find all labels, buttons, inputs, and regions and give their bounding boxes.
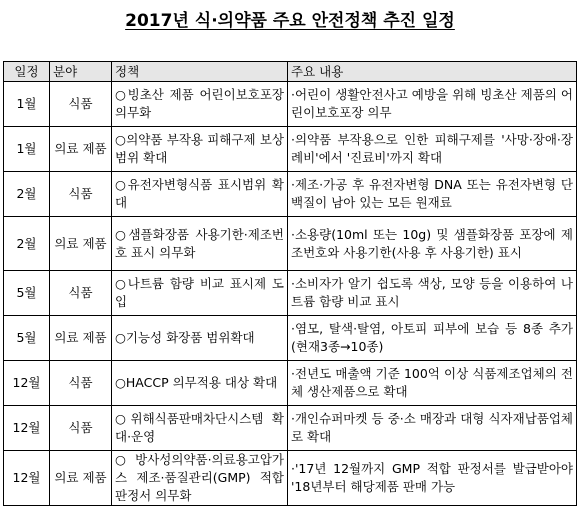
- cell-field: 의료 제품: [50, 217, 112, 271]
- cell-month: 12월: [4, 451, 50, 506]
- cell-detail: ·제조·가공 후 유전자변형 DNA 또는 유전자변형 단백질이 남아 있는 모든 원재료: [288, 172, 577, 217]
- cell-month: 5월: [4, 316, 50, 361]
- table-row: [4, 451, 577, 506]
- cell-field: 식품: [50, 361, 112, 406]
- cell-policy: ○방사성의약품·의료용고압가스 제조·품질관리(GMP) 적합판정서 의무화: [112, 451, 288, 506]
- table-row: [4, 406, 577, 451]
- cell-month: 12월: [4, 406, 50, 451]
- cell-policy: ○샘플화장품 사용기한·제조번호 표시 의무화: [112, 217, 288, 271]
- cell-policy: ○빙초산 제품 어린이보호포장 의무화: [112, 82, 288, 127]
- cell-policy: ○유전자변형식품 표시범위 확대: [112, 172, 288, 217]
- cell-detail: ·'17년 12월까지 GMP 적합 판정서를 발급받아야 '18년부터 해당제품 판매 가능: [288, 451, 577, 506]
- schedule-table: [3, 61, 577, 506]
- cell-month: 1월: [4, 127, 50, 172]
- cell-detail: ·개인슈퍼마켓 등 중·소 매장과 대형 식자재납품업체로 확대: [288, 406, 577, 451]
- table-row: [4, 316, 577, 361]
- cell-field: 의료 제품: [50, 451, 112, 506]
- header-policy: 정책: [112, 62, 288, 82]
- table-row: [4, 127, 577, 172]
- table-row: [4, 271, 577, 316]
- header-detail: 주요 내용: [288, 62, 577, 82]
- cell-policy: ○HACCP 의무적용 대상 확대: [112, 361, 288, 406]
- cell-detail: ·염모, 탈색·탈염, 아토피 피부에 보습 등 8종 추가 (현재3종→10종): [288, 316, 577, 361]
- cell-field: 의료 제품: [50, 127, 112, 172]
- cell-field: 식품: [50, 271, 112, 316]
- cell-field: 식품: [50, 172, 112, 217]
- cell-detail: ·전년도 매출액 기준 100억 이상 식품제조업체의 전체 생산제품으로 확대: [288, 361, 577, 406]
- cell-detail: ·의약품 부작용으로 인한 피해구제를 '사망·장애·장례비'에서 '진료비'까지 확대: [288, 127, 577, 172]
- page-title: 2017년 식·의약품 주요 안전정책 추진 일정: [125, 11, 455, 31]
- cell-field: 식품: [50, 82, 112, 127]
- cell-month: 2월: [4, 217, 50, 271]
- cell-field: 식품: [50, 406, 112, 451]
- cell-policy: ○기능성 화장품 범위확대: [112, 316, 288, 361]
- cell-detail: ·어린이 생활안전사고 예방을 위해 빙초산 제품의 어린이보호포장 의무: [288, 82, 577, 127]
- header-field: 분야: [50, 62, 112, 82]
- table-header-row: [4, 62, 577, 82]
- table-row: [4, 82, 577, 127]
- cell-policy: ○의약품 부작용 피해구제 보상범위 확대: [112, 127, 288, 172]
- header-month: 일정: [4, 62, 50, 82]
- cell-policy: ○나트륨 함량 비교 표시제 도입: [112, 271, 288, 316]
- cell-month: 5월: [4, 271, 50, 316]
- cell-month: 2월: [4, 172, 50, 217]
- cell-month: 12월: [4, 361, 50, 406]
- table-row: [4, 361, 577, 406]
- cell-month: 1월: [4, 82, 50, 127]
- cell-policy: ○위해식품판매차단시스템 확대·운영: [112, 406, 288, 451]
- cell-detail: ·소용량(10ml 또는 10g) 및 샘플화장품 포장에 제조번호와 사용기한(사용 후 사용기한) 표시: [288, 217, 577, 271]
- table-row: [4, 217, 577, 271]
- cell-detail: ·소비자가 알기 쉽도록 색상, 모양 등을 이용하여 나트륨 함량 비교 표시: [288, 271, 577, 316]
- cell-field: 의료 제품: [50, 316, 112, 361]
- table-row: [4, 172, 577, 217]
